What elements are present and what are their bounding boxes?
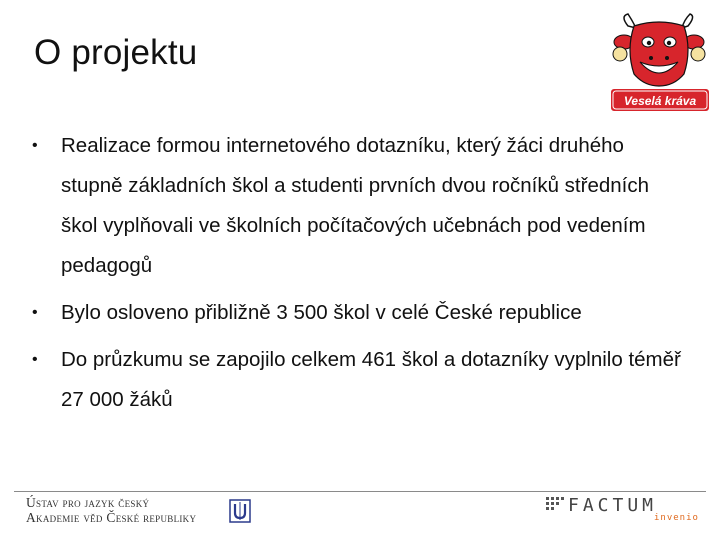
ujc-logo-icon [229, 499, 251, 523]
factum-text: FACTUM [568, 495, 658, 516]
bullet-text: Realizace formou internetového dotazníku, který žáci druhého stupně základních škol a studenti prvních dvou ročníků středních škol vyplňovali ve školních počítačových učebnách pod vedením pedagogů [61, 134, 650, 277]
cow-logo-text: Veselá kráva [623, 94, 697, 108]
bullet-list [30, 126, 690, 427]
factum-subtext: invenio [654, 513, 699, 522]
bullet-glyph: • [32, 351, 38, 368]
bullet-text: Do průzkumu se zapojilo celkem 461 škol a dotazníky vyplnilo téměř 27 000 žáků [61, 348, 681, 411]
bullet-glyph: • [32, 304, 38, 321]
bullet-item [30, 293, 690, 333]
institute-name [26, 495, 196, 525]
bullet-item [30, 126, 690, 286]
slide-title: O projektu [34, 33, 198, 72]
factum-invenio-logo [544, 492, 710, 522]
bullet-text: Bylo osloveno přibližně 3 500 škol v celé České republice [61, 301, 582, 324]
laughing-cow-logo [606, 12, 714, 116]
institute-line-1: Ústav pro jazyk český [26, 495, 150, 510]
bullet-glyph: • [32, 137, 38, 154]
bullet-item [30, 340, 690, 420]
institute-line-2: Akademie věd České republiky [26, 510, 197, 525]
